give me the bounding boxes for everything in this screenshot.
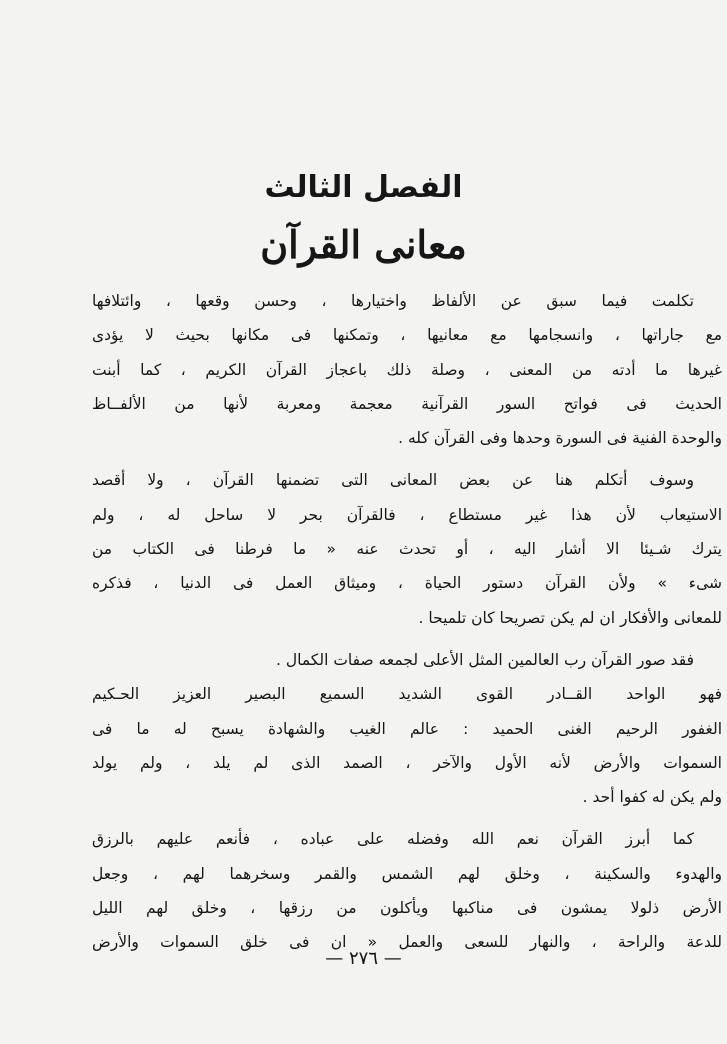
text-line: والوحدة الفنية فى السورة وحدها وفى القرآن كله . bbox=[398, 429, 722, 448]
text-line: للدعة والراحة ، والنهار للسعى والعمل « ان فى خلق السموات والأرض bbox=[92, 933, 722, 952]
text-line: فهو الواحد القــادر القوى الشديد السميع البصير العزيز الحـكيم bbox=[92, 685, 722, 704]
text-line: والهدوء والسكينة ، وخلق لهم الشمس والقمر وسخرهما لهم ، وجعل bbox=[92, 864, 722, 883]
text-line: الاستيعاب لأن هذا غير مستطاع ، فالقرآن بحر لا ساحل له ، ولم bbox=[92, 505, 722, 524]
text-line: للمعانى والأفكار ان لم يكن تصريحا كان تلميحا . bbox=[418, 608, 722, 627]
text-line: السموات والأرض لأنه الأول والآخر ، الصمد الذى لم يلد ، ولم يولد bbox=[92, 753, 722, 772]
body-text bbox=[92, 284, 722, 960]
chapter-title: معانى القرآن bbox=[260, 222, 467, 267]
text-line: ولم يكن له كفوا أحد . bbox=[582, 788, 722, 807]
text-line: غيرها ما أدته من المعنى ، وصلة ذلك باعجاز القرآن الكريم ، كما أبنت bbox=[92, 360, 722, 379]
text-line: مع جاراتها ، وانسجامها مع معانيها ، وتمكنها فى مكانها بحيث لا يؤدى bbox=[92, 326, 722, 345]
text-line: الغفور الرحيم الغنى الحميد : عالم الغيب والشهادة يسبح له ما فى bbox=[92, 719, 722, 738]
page-number: — ٢٧٦ — bbox=[325, 948, 402, 969]
text-line: وسوف أتكلم هنا عن بعض المعانى التى تضمنها القرآن ، ولا أقصد bbox=[92, 471, 694, 490]
text-line: تكلمت فيما سبق عن الألفاظ واختيارها ، وحسن وقعها ، وائتلافها bbox=[92, 292, 694, 310]
text-line: كما أبرز القرآن نعم الله وفضله على عباده ، فأنعم عليهم بالرزق bbox=[92, 830, 694, 849]
text-line: الحديث فى فواتح السور القرآنية معجمة ومعربة لأنها من الألفــاظ bbox=[92, 394, 722, 413]
text-line: شىء » ولأن القرآن دستور الحياة ، وميثاق العمل فى الدنيا ، فذكره bbox=[92, 574, 722, 593]
text-line: يترك شـيئا الا أشار اليه ، أو تحدث عنه « ما فرطنا فى الكتاب من bbox=[92, 540, 722, 559]
text-line: فقد صور القرآن رب العالمين المثل الأعلى لجمعه صفات الكمال . bbox=[276, 650, 694, 669]
text-line: الأرض ذلولا يمشون فى مناكبها ويأكلون من رزقها ، وخلق لهم الليل bbox=[92, 899, 722, 918]
chapter-label: الفصل الثالث bbox=[264, 170, 463, 205]
